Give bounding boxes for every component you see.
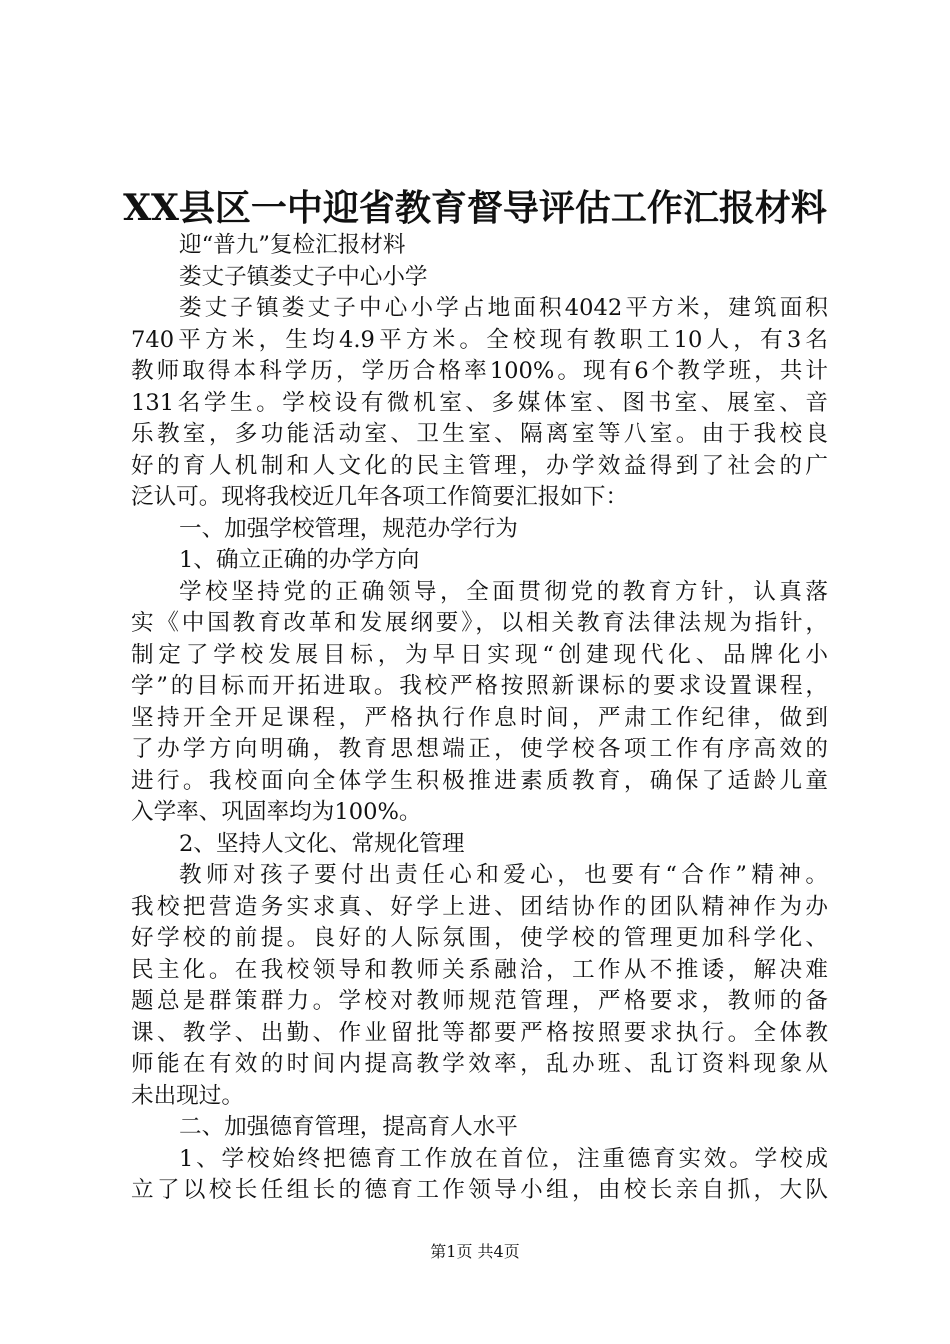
page-footer: 第1页 共4页: [430, 1242, 520, 1261]
body-line: 乐教室，多功能活动室、卫生室、隔离室等八室。由于我校良: [131, 421, 828, 447]
body-line: 学校坚持党的正确领导，全面贯彻党的教育方针，认真落: [179, 578, 828, 605]
body-line: 题总是群策群力。学校对教师规范管理，严格要求，教师的备: [131, 988, 828, 1014]
body-line: 娄丈子镇娄丈子中心小学: [179, 263, 428, 290]
body-line: 教师取得本科学历，学历合格率100%。现有6个教学班，共计: [131, 358, 828, 384]
document-body: [131, 230, 828, 1207]
body-line: 立了以校长任组长的德育工作领导小组，由校长亲自抓，大队: [131, 1177, 828, 1203]
body-line: 1、学校始终把德育工作放在首位，注重德育实效。学校成: [179, 1145, 828, 1172]
document-title: XX县区一中迎省教育督导评估工作汇报材料: [123, 187, 827, 229]
body-line: 民主化。在我校领导和教师关系融洽，工作从不推诿，解决难: [131, 956, 828, 983]
body-line: 制定了学校发展目标，为早日实现“创建现代化、品牌化小: [131, 641, 828, 668]
body-line: 师能在有效的时间内提高教学效率，乱办班、乱订资料现象从: [131, 1051, 828, 1077]
body-line: 了办学方向明确，教育思想端正，使学校各项工作有序高效的: [131, 736, 828, 762]
body-line: 娄丈子镇娄丈子中心小学占地面积4042平方米，建筑面积: [179, 295, 828, 321]
body-line: 2、坚持人文化、常规化管理: [179, 830, 465, 857]
body-line: 迎“普九”复检汇报材料: [179, 232, 406, 258]
body-line: 我校把营造务实求真、好学上进、团结协作的团队精神作为办: [131, 893, 828, 920]
body-line: 131名学生。学校设有微机室、多媒体室、图书室、展室、音: [131, 389, 828, 416]
body-line: 未出现过。: [131, 1082, 244, 1109]
body-line: 泛认可。现将我校近几年各项工作简要汇报如下：: [131, 484, 629, 510]
body-line: 好学校的前提。良好的人际氛围，使学校的管理更加科学化、: [131, 925, 828, 951]
body-line: 实《中国教育改革和发展纲要》，以相关教育法律法规为指针，: [131, 610, 828, 636]
body-line: 进行。我校面向全体学生积极推进素质教育，确保了适龄儿童: [131, 767, 828, 794]
body-line: 学”的目标而开拓进取。我校严格按照新课标的要求设置课程，: [131, 673, 828, 699]
body-line: 教师对孩子要付出责任心和爱心，也要有“合作”精神。: [179, 862, 828, 888]
body-line: 坚持开全开足课程，严格执行作息时间，严肃工作纪律，做到: [131, 704, 828, 731]
body-line: 好的育人机制和人文化的民主管理，办学效益得到了社会的广: [131, 452, 828, 479]
body-line: 课、教学、出勤、作业留批等都要严格按照要求执行。全体教: [131, 1019, 828, 1046]
body-line: 1、确立正确的办学方向: [179, 547, 420, 573]
body-line: 一、加强学校管理，规范办学行为: [179, 515, 518, 542]
body-line: 入学率、巩固率均为100%。: [131, 799, 422, 825]
body-line: 二、加强德育管理，提高育人水平: [179, 1114, 518, 1140]
body-line: 740平方米，生均4.9平方米。全校现有教职工10人，有3名: [131, 326, 828, 353]
